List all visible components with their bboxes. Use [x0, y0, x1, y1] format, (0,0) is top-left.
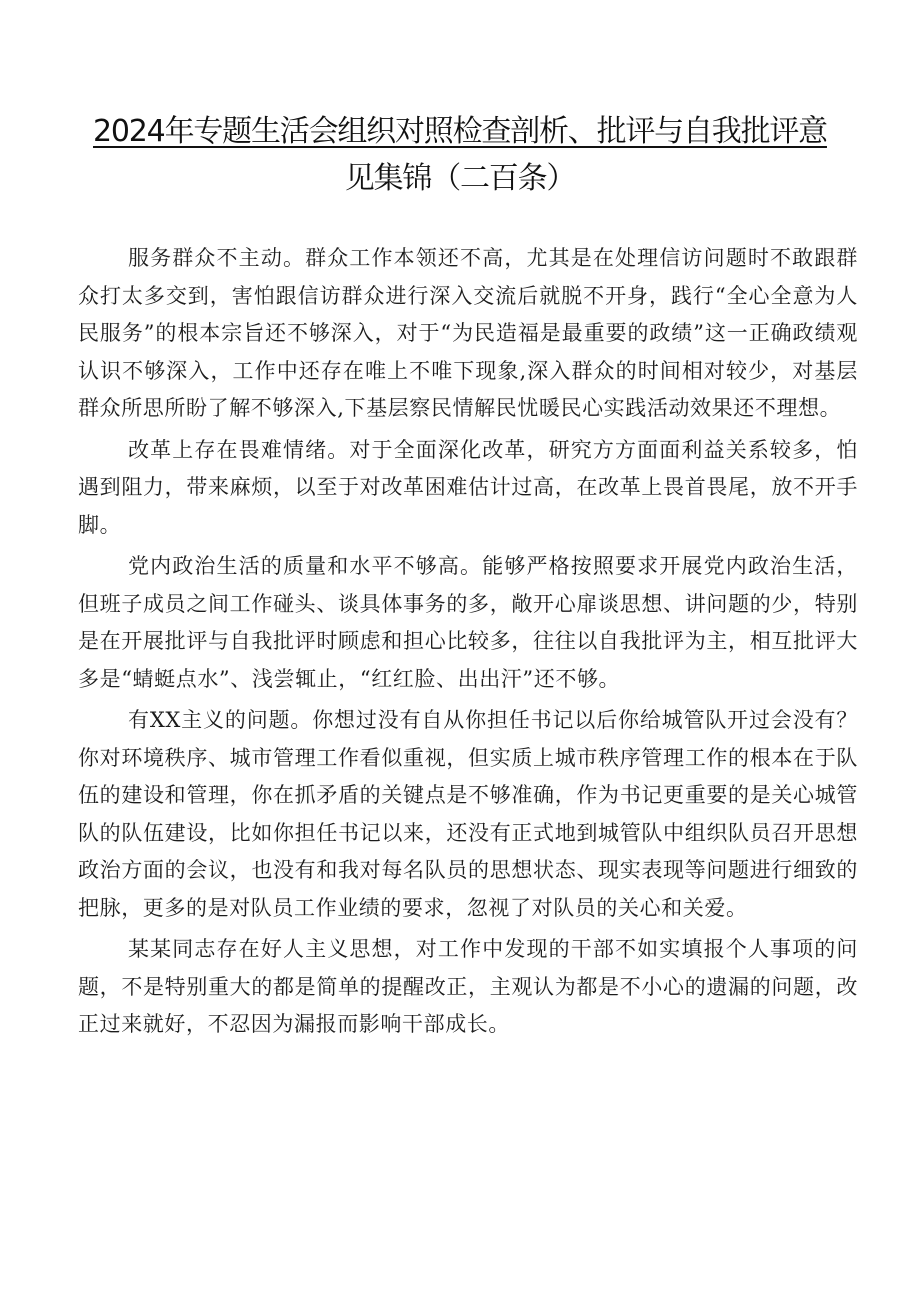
paragraph-xx-ism: 有XX主义的问题。你想过没有自从你担任书记以后你给城管队开过会没有？你对环境秩序、城市管理工作看似重视，但实质上城市秩序管理工作的根本在于队伍的建设和管理，你在抓矛盾的关键点是不够准确，作为书记更重要的是关心城管队的队伍建设，比如你担任书记以来，还没有正式地到城管队中组织队员召开思想政治方面的会议，也没有和我对每名队员的思想状态、现实表现等问题进行细致的把脉，更多的是对队员工作业绩的要求，忽视了对队员的关心和关爱。	[78, 708, 858, 920]
document-title	[70, 108, 850, 202]
paragraph-service: 服务群众不主动。群众工作本领还不高，尤其是在处理信访问题时不敢跟群众打太多交到，害怕跟信访群众进行深入交流后就脱不开身，践行“全心全意为人民服务”的根本宗旨还不够深入，对于“为民造福是最重要的政绩”这一正确政绩观认识不够深入，工作中还存在唯上不唯下现象,深入群众的时间相对较少，对基层群众所思所盼了解不够深入,下基层察民情解民忧暖民心实践活动效果还不理想。	[78, 246, 858, 420]
title-line-1: 2024年专题生活会组织对照检查剖析、批评与自我批评意	[93, 114, 827, 149]
title-line-2: 见集锦（二百条）	[344, 161, 576, 196]
paragraph-good-person: 某某同志存在好人主义思想，对工作中发现的干部不如实填报个人事项的问题，不是特别重大的都是简单的提醒改正，主观认为都是不小心的遗漏的问题，改正过来就好，不忍因为漏报而影响干部成长。	[78, 937, 858, 1036]
paragraph-party-life: 党内政治生活的质量和水平不够高。能够严格按照要求开展党内政治生活，但班子成员之间工作碰头、谈具体事务的多，敞开心扉谈思想、讲问题的少，特别是在开展批评与自我批评时顾虑和担心比较多，往往以自我批评为主，相互批评大多是“蜻蜓点水”、浅尝辄止，“红红脸、出出汗”还不够。	[78, 554, 858, 691]
paragraph-reform: 改革上存在畏难情绪。对于全面深化改革，研究方方面面利益关系较多，怕遇到阻力，带来麻烦，以至于对改革困难估计过高，在改革上畏首畏尾，放不开手脚。	[78, 437, 858, 537]
document-body	[78, 240, 858, 1048]
